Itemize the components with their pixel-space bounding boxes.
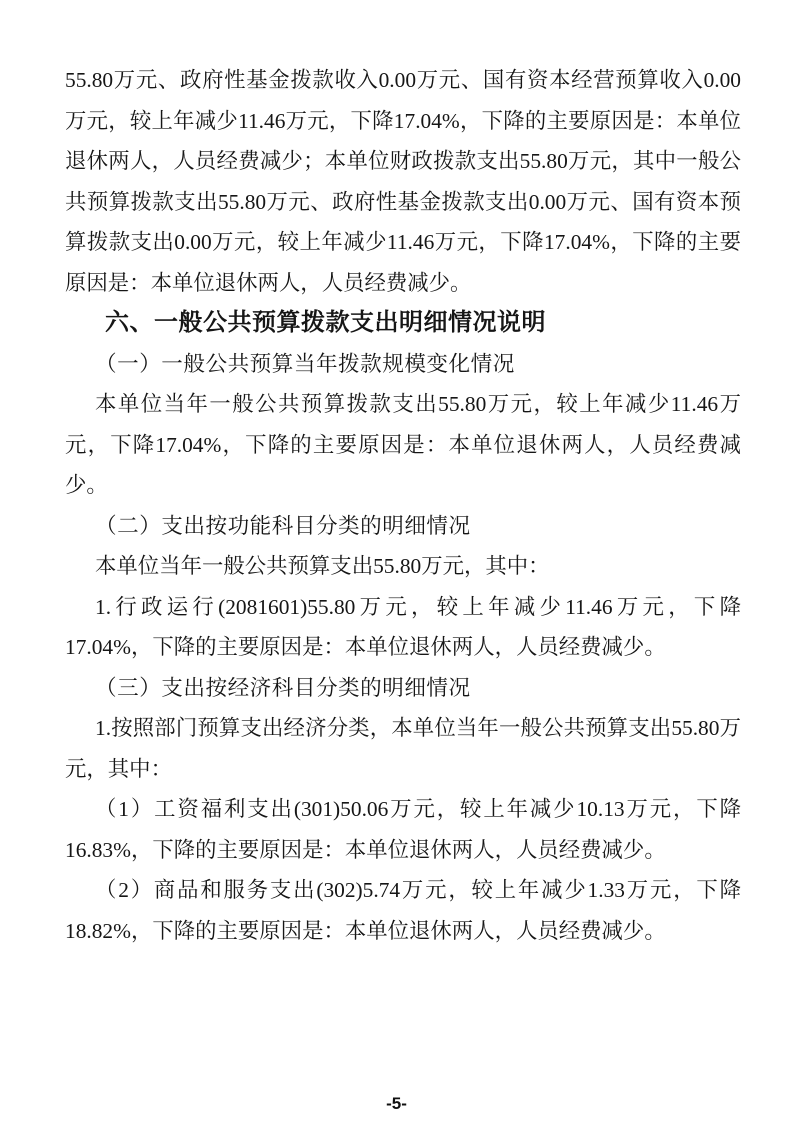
body-paragraph: （1）工资福利支出(301)50.06万元，较上年减少10.13万元，下降16.83%，下降的主要原因是：本单位退休两人，人员经费减少。 [65, 797, 741, 862]
document-body [65, 60, 741, 951]
subsection-heading: （一）一般公共预算当年拨款规模变化情况 [95, 351, 515, 376]
body-paragraph: 本单位当年一般公共预算拨款支出55.80万元，较上年减少11.46万元，下降17.04%，下降的主要原因是：本单位退休两人，人员经费减少。 [65, 392, 741, 497]
body-paragraph: 本单位当年一般公共预算支出55.80万元，其中： [95, 554, 550, 578]
subsection-heading: （二）支出按功能科目分类的明细情况 [95, 513, 471, 538]
page-number: -5- [386, 1094, 407, 1113]
body-paragraph: （2）商品和服务支出(302)5.74万元，较上年减少1.33万元，下降18.82%，下降的主要原因是：本单位退休两人，人员经费减少。 [65, 878, 741, 943]
body-paragraph: 1.行政运行(2081601)55.80万元，较上年减少11.46万元，下降17.04%，下降的主要原因是：本单位退休两人，人员经费减少。 [65, 594, 741, 659]
body-paragraph: 1.按照部门预算支出经济分类，本单位当年一般公共预算支出55.80万元，其中： [65, 716, 741, 781]
subsection-heading: （三）支出按经济科目分类的明细情况 [95, 675, 471, 700]
section-heading: 六、一般公共预算拨款支出明细情况说明 [105, 309, 546, 336]
body-paragraph-continuation: 55.80万元、政府性基金拨款收入0.00万元、国有资本经营预算收入0.00万元，较上年减少11.46万元，下降17.04%，下降的主要原因是：本单位退休两人，人员经费减少；本单位财政拨款支出55.80万元，其中一般公共预算拨款支出55.80万元、政府性基金拨款支出0.00万元、国有资本预算拨款支出0.00万元，较上年减少11.46万元，下降17.04%，下降的主要原因是：本单位退休两人，人员经费减少。 [65, 68, 741, 295]
